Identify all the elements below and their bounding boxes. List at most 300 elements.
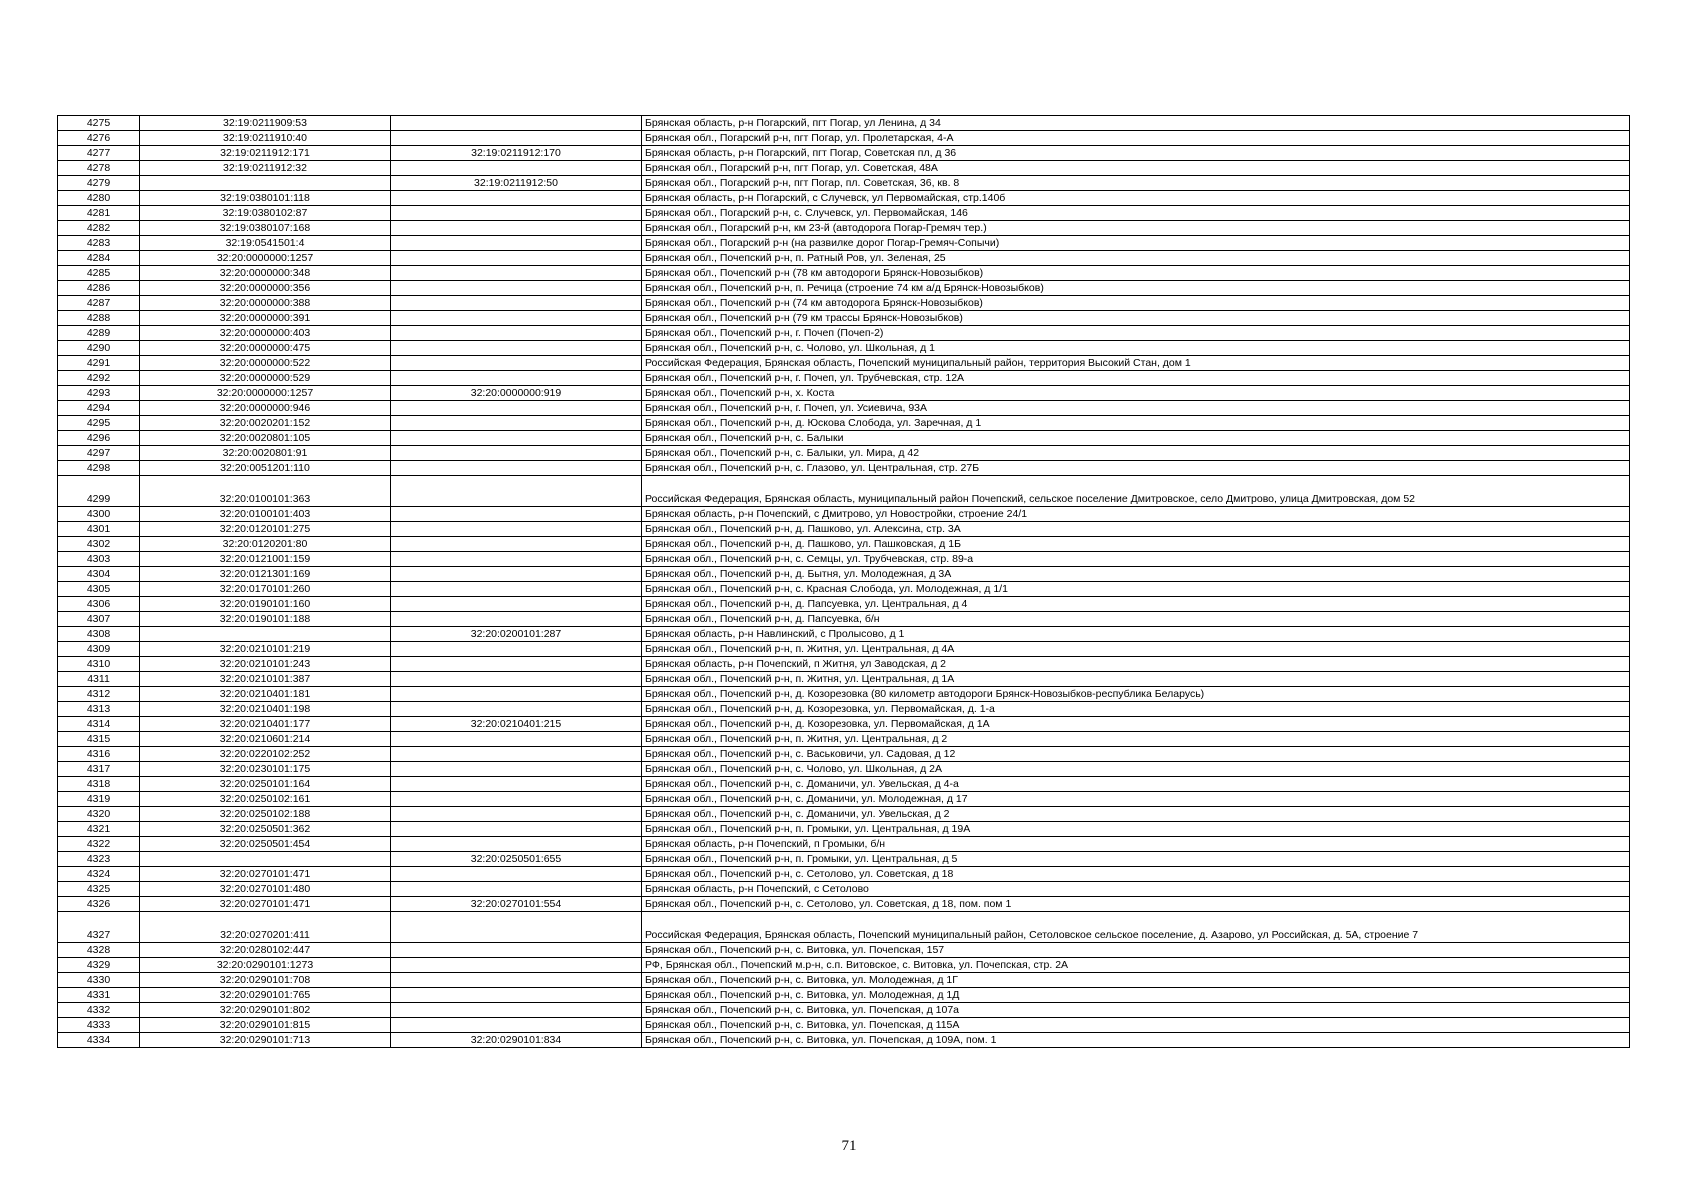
row-number-cell: 4286 (58, 281, 140, 296)
cadastral-number-cell: 32:20:0000000:475 (140, 341, 391, 356)
related-cadastral-number-cell (391, 882, 642, 897)
related-cadastral-number-cell: 32:20:0000000:919 (391, 386, 642, 401)
table-row (58, 401, 1630, 416)
cadastral-number-cell: 32:19:0211912:32 (140, 161, 391, 176)
cadastral-number-cell: 32:20:0250102:188 (140, 807, 391, 822)
related-cadastral-number-cell (391, 131, 642, 146)
table-row (58, 567, 1630, 582)
address-cell: Брянская обл., Почепский р-н, с. Доманичи, ул. Увельская, д 4-а (642, 777, 1630, 792)
cadastral-number-cell: 32:19:0211909:53 (140, 116, 391, 131)
address-cell: Брянская обл., Почепский р-н, п. Громыки, ул. Центральная, д 19А (642, 822, 1630, 837)
address-cell: Брянская область, р-н Навлинский, с Пролысово, д 1 (642, 627, 1630, 642)
row-number-cell: 4319 (58, 792, 140, 807)
address-cell: Брянская обл., Погарский р-н (на развилке дорог Погар-Гремяч-Сопычи) (642, 236, 1630, 251)
table-row (58, 747, 1630, 762)
cadastral-number-cell: 32:20:0250501:454 (140, 837, 391, 852)
address-cell: Брянская обл., Почепский р-н, с. Красная Слобода, ул. Молодежная, д 1/1 (642, 582, 1630, 597)
related-cadastral-number-cell (391, 221, 642, 236)
table-row (58, 281, 1630, 296)
related-cadastral-number-cell (391, 642, 642, 657)
table-row (58, 476, 1630, 507)
table-row (58, 882, 1630, 897)
table-row (58, 552, 1630, 567)
related-cadastral-number-cell: 32:20:0200101:287 (391, 627, 642, 642)
row-number-cell: 4334 (58, 1033, 140, 1048)
related-cadastral-number-cell (391, 807, 642, 822)
cadastral-number-cell: 32:20:0210101:387 (140, 672, 391, 687)
address-cell: Брянская обл., Почепский р-н (78 км автодороги Брянск-Новозыбков) (642, 266, 1630, 281)
address-cell: Брянская обл., Почепский р-н, с. Глазово, ул. Центральная, стр. 27Б (642, 461, 1630, 476)
cadastral-number-cell: 32:20:0270101:480 (140, 882, 391, 897)
address-cell: Брянская обл., Почепский р-н, п. Житня, ул. Центральная, д 2 (642, 732, 1630, 747)
related-cadastral-number-cell (391, 943, 642, 958)
cadastral-number-cell: 32:20:0290101:802 (140, 1003, 391, 1018)
related-cadastral-number-cell (391, 191, 642, 206)
address-cell: Брянская обл., Погарский р-н, с. Случевск, ул. Первомайская, 146 (642, 206, 1630, 221)
row-number-cell: 4275 (58, 116, 140, 131)
address-cell: Брянская обл., Почепский р-н, с. Доманичи, ул. Увельская, д 2 (642, 807, 1630, 822)
address-cell: Брянская обл., Почепский р-н, п. Житня, ул. Центральная, д 1А (642, 672, 1630, 687)
related-cadastral-number-cell (391, 973, 642, 988)
row-number-cell: 4304 (58, 567, 140, 582)
row-number-cell: 4333 (58, 1018, 140, 1033)
related-cadastral-number-cell (391, 281, 642, 296)
related-cadastral-number-cell (391, 582, 642, 597)
table-row (58, 943, 1630, 958)
row-number-cell: 4291 (58, 356, 140, 371)
table-row (58, 266, 1630, 281)
table-row (58, 807, 1630, 822)
table-row (58, 446, 1630, 461)
table-row (58, 597, 1630, 612)
cadastral-number-cell: 32:20:0220102:252 (140, 747, 391, 762)
row-number-cell: 4295 (58, 416, 140, 431)
address-cell: Брянская обл., Почепский р-н, с. Витовка, ул. Молодежная, д 1Д (642, 988, 1630, 1003)
cadastral-number-cell: 32:20:0210401:198 (140, 702, 391, 717)
related-cadastral-number-cell: 32:20:0210401:215 (391, 717, 642, 732)
cadastral-number-cell (140, 627, 391, 642)
address-cell: Брянская область, р-н Почепский, п Громыки, б/н (642, 837, 1630, 852)
table-row (58, 642, 1630, 657)
address-cell: Брянская обл., Почепский р-н, д. Пашково, ул. Алексина, стр. 3А (642, 522, 1630, 537)
related-cadastral-number-cell (391, 296, 642, 311)
cadastral-number-cell: 32:20:0210101:219 (140, 642, 391, 657)
row-number-cell: 4289 (58, 326, 140, 341)
cadastral-number-cell: 32:20:0000000:946 (140, 401, 391, 416)
address-cell: Брянская обл., Почепский р-н, с. Балыки, ул. Мира, д 42 (642, 446, 1630, 461)
row-number-cell: 4322 (58, 837, 140, 852)
table-row (58, 1003, 1630, 1018)
cadastral-number-cell (140, 852, 391, 867)
related-cadastral-number-cell (391, 416, 642, 431)
address-cell: Брянская область, р-н Погарский, пгт Погар, ул Ленина, д 34 (642, 116, 1630, 131)
cadastral-number-cell: 32:20:0020201:152 (140, 416, 391, 431)
row-number-cell: 4327 (58, 912, 140, 943)
row-number-cell: 4306 (58, 597, 140, 612)
address-cell: Брянская обл., Почепский р-н, с. Доманичи, ул. Молодежная, д 17 (642, 792, 1630, 807)
cadastral-number-cell: 32:20:0290101:713 (140, 1033, 391, 1048)
table-row (58, 687, 1630, 702)
cadastral-number-cell: 32:20:0290101:765 (140, 988, 391, 1003)
table-row (58, 507, 1630, 522)
table-row (58, 852, 1630, 867)
row-number-cell: 4330 (58, 973, 140, 988)
address-cell: Брянская обл., Почепский р-н, с. Васьковичи, ул. Садовая, д 12 (642, 747, 1630, 762)
address-cell: Брянская область, р-н Погарский, с Случевск, ул Первомайская, стр.140б (642, 191, 1630, 206)
table-row (58, 131, 1630, 146)
related-cadastral-number-cell (391, 1018, 642, 1033)
row-number-cell: 4294 (58, 401, 140, 416)
row-number-cell: 4282 (58, 221, 140, 236)
table-row (58, 1033, 1630, 1048)
cadastral-number-cell: 32:20:0000000:388 (140, 296, 391, 311)
cadastral-number-cell: 32:20:0280102:447 (140, 943, 391, 958)
row-number-cell: 4299 (58, 476, 140, 507)
registry-table-body (58, 116, 1630, 1048)
address-cell: Брянская обл., Почепский р-н, д. Козорезовка, ул. Первомайская, д. 1-а (642, 702, 1630, 717)
address-cell: Брянская обл., Почепский р-н, п. Речица (строение 74 км а/д Брянск-Новозыбков) (642, 281, 1630, 296)
cadastral-number-cell: 32:20:0100101:363 (140, 476, 391, 507)
row-number-cell: 4293 (58, 386, 140, 401)
table-row (58, 657, 1630, 672)
related-cadastral-number-cell: 32:20:0250501:655 (391, 852, 642, 867)
row-number-cell: 4331 (58, 988, 140, 1003)
address-cell: Брянская обл., Почепский р-н, с. Витовка, ул. Почепская, 157 (642, 943, 1630, 958)
related-cadastral-number-cell (391, 597, 642, 612)
address-cell: Российская Федерация, Брянская область, Почепский муниципальный район, Сетоловское сельское поселение, д. Азарово, ул Российская, д. 5А, строение 7 (642, 912, 1630, 943)
cadastral-number-cell: 32:20:0250501:362 (140, 822, 391, 837)
row-number-cell: 4320 (58, 807, 140, 822)
table-row (58, 296, 1630, 311)
cadastral-number-cell: 32:20:0250101:164 (140, 777, 391, 792)
table-row (58, 867, 1630, 882)
table-row (58, 762, 1630, 777)
related-cadastral-number-cell (391, 161, 642, 176)
related-cadastral-number-cell: 32:19:0211912:50 (391, 176, 642, 191)
address-cell: Брянская обл., Почепский р-н, п. Ратный Ров, ул. Зеленая, 25 (642, 251, 1630, 266)
row-number-cell: 4279 (58, 176, 140, 191)
table-row (58, 161, 1630, 176)
row-number-cell: 4307 (58, 612, 140, 627)
row-number-cell: 4287 (58, 296, 140, 311)
related-cadastral-number-cell (391, 702, 642, 717)
row-number-cell: 4288 (58, 311, 140, 326)
cadastral-number-cell: 32:19:0380102:87 (140, 206, 391, 221)
table-row (58, 958, 1630, 973)
address-cell: Брянская обл., Почепский р-н (79 км трассы Брянск-Новозыбков) (642, 311, 1630, 326)
related-cadastral-number-cell (391, 476, 642, 507)
row-number-cell: 4277 (58, 146, 140, 161)
row-number-cell: 4317 (58, 762, 140, 777)
related-cadastral-number-cell (391, 371, 642, 386)
cadastral-number-cell: 32:19:0211910:40 (140, 131, 391, 146)
row-number-cell: 4283 (58, 236, 140, 251)
address-cell: Брянская обл., Почепский р-н, д. Юскова Слобода, ул. Заречная, д 1 (642, 416, 1630, 431)
cadastral-number-cell: 32:20:0000000:403 (140, 326, 391, 341)
table-row (58, 672, 1630, 687)
cadastral-number-cell: 32:20:0000000:529 (140, 371, 391, 386)
row-number-cell: 4278 (58, 161, 140, 176)
cadastral-number-cell: 32:20:0000000:522 (140, 356, 391, 371)
cadastral-number-cell: 32:20:0270201:411 (140, 912, 391, 943)
cadastral-number-cell: 32:20:0000000:356 (140, 281, 391, 296)
row-number-cell: 4326 (58, 897, 140, 912)
related-cadastral-number-cell (391, 837, 642, 852)
table-row (58, 732, 1630, 747)
address-cell: Брянская обл., Почепский р-н, п. Житня, ул. Центральная, д 4А (642, 642, 1630, 657)
row-number-cell: 4309 (58, 642, 140, 657)
table-row (58, 461, 1630, 476)
row-number-cell: 4281 (58, 206, 140, 221)
table-row (58, 191, 1630, 206)
row-number-cell: 4316 (58, 747, 140, 762)
table-row (58, 251, 1630, 266)
related-cadastral-number-cell (391, 1003, 642, 1018)
address-cell: Брянская обл., Почепский р-н, с. Витовка, ул. Почепская, д 115А (642, 1018, 1630, 1033)
related-cadastral-number-cell (391, 507, 642, 522)
table-row (58, 341, 1630, 356)
cadastral-number-cell: 32:20:0210401:181 (140, 687, 391, 702)
page-number: 71 (841, 1138, 857, 1154)
cadastral-number-cell: 32:20:0270101:471 (140, 897, 391, 912)
address-cell: Брянская обл., Почепский р-н, с. Сетолово, ул. Советская, д 18, пом. пом 1 (642, 897, 1630, 912)
related-cadastral-number-cell (391, 311, 642, 326)
cadastral-number-cell: 32:20:0020801:91 (140, 446, 391, 461)
row-number-cell: 4311 (58, 672, 140, 687)
table-row (58, 973, 1630, 988)
address-cell: Брянская обл., Почепский р-н, д. Папсуевка, б/н (642, 612, 1630, 627)
row-number-cell: 4298 (58, 461, 140, 476)
table-row (58, 582, 1630, 597)
address-cell: Брянская обл., Почепский р-н, х. Коста (642, 386, 1630, 401)
cadastral-number-cell: 32:20:0250102:161 (140, 792, 391, 807)
table-row (58, 311, 1630, 326)
related-cadastral-number-cell: 32:20:0270101:554 (391, 897, 642, 912)
row-number-cell: 4305 (58, 582, 140, 597)
cadastral-number-cell: 32:20:0230101:175 (140, 762, 391, 777)
row-number-cell: 4323 (58, 852, 140, 867)
related-cadastral-number-cell (391, 958, 642, 973)
related-cadastral-number-cell (391, 687, 642, 702)
address-cell: Брянская обл., Погарский р-н, км 23-й (автодорога Погар-Гремяч тер.) (642, 221, 1630, 236)
row-number-cell: 4312 (58, 687, 140, 702)
table-row (58, 897, 1630, 912)
cadastral-number-cell: 32:20:0170101:260 (140, 582, 391, 597)
related-cadastral-number-cell (391, 326, 642, 341)
table-row (58, 777, 1630, 792)
address-cell: Брянская обл., Почепский р-н, с. Семцы, ул. Трубчевская, стр. 89-а (642, 552, 1630, 567)
cadastral-number-cell: 32:19:0211912:171 (140, 146, 391, 161)
table-row (58, 912, 1630, 943)
cadastral-number-cell: 32:20:0210101:243 (140, 657, 391, 672)
address-cell: Брянская обл., Почепский р-н, д. Бытня, ул. Молодежная, д 3А (642, 567, 1630, 582)
table-row (58, 386, 1630, 401)
address-cell: Брянская обл., Почепский р-н, д. Пашково, ул. Пашковская, д 1Б (642, 537, 1630, 552)
row-number-cell: 4303 (58, 552, 140, 567)
table-row (58, 522, 1630, 537)
related-cadastral-number-cell (391, 822, 642, 837)
related-cadastral-number-cell: 32:20:0290101:834 (391, 1033, 642, 1048)
row-number-cell: 4332 (58, 1003, 140, 1018)
related-cadastral-number-cell (391, 612, 642, 627)
address-cell: Брянская обл., Почепский р-н, г. Почеп, ул. Усиевича, 93А (642, 401, 1630, 416)
address-cell: Российская Федерация, Брянская область, муниципальный район Почепский, сельское поселение Дмитровское, село Дмитрово, улица Дмитровская, дом 52 (642, 476, 1630, 507)
address-cell: Брянская обл., Почепский р-н, г. Почеп (Почеп-2) (642, 326, 1630, 341)
row-number-cell: 4308 (58, 627, 140, 642)
row-number-cell: 4284 (58, 251, 140, 266)
cadastral-number-cell: 32:20:0210601:214 (140, 732, 391, 747)
related-cadastral-number-cell (391, 251, 642, 266)
related-cadastral-number-cell (391, 116, 642, 131)
address-cell: Брянская область, р-н Погарский, пгт Погар, Советская пл, д 36 (642, 146, 1630, 161)
registry-table (57, 115, 1630, 1048)
row-number-cell: 4321 (58, 822, 140, 837)
row-number-cell: 4301 (58, 522, 140, 537)
address-cell: Брянская обл., Почепский р-н, с. Чолово, ул. Школьная, д 2А (642, 762, 1630, 777)
cadastral-number-cell: 32:19:0380101:118 (140, 191, 391, 206)
table-row (58, 837, 1630, 852)
table-row (58, 206, 1630, 221)
row-number-cell: 4318 (58, 777, 140, 792)
row-number-cell: 4325 (58, 882, 140, 897)
related-cadastral-number-cell: 32:19:0211912:170 (391, 146, 642, 161)
row-number-cell: 4290 (58, 341, 140, 356)
cadastral-number-cell: 32:20:0020801:105 (140, 431, 391, 446)
table-row (58, 717, 1630, 732)
address-cell: Брянская обл., Почепский р-н, с. Балыки (642, 431, 1630, 446)
table-row (58, 627, 1630, 642)
cadastral-number-cell: 32:19:0541501:4 (140, 236, 391, 251)
address-cell: Брянская обл., Почепский р-н (74 км автодорога Брянск-Новозыбков) (642, 296, 1630, 311)
address-cell: Брянская обл., Почепский р-н, с. Витовка, ул. Молодежная, д 1Г (642, 973, 1630, 988)
table-row (58, 356, 1630, 371)
address-cell: Брянская обл., Почепский р-н, д. Козорезовка (80 километр автодороги Брянск-Новозыбков-республика Беларусь) (642, 687, 1630, 702)
cadastral-number-cell (140, 176, 391, 191)
cadastral-number-cell: 32:20:0210401:177 (140, 717, 391, 732)
row-number-cell: 4276 (58, 131, 140, 146)
address-cell: Брянская обл., Почепский р-н, д. Папсуевка, ул. Центральная, д 4 (642, 597, 1630, 612)
related-cadastral-number-cell (391, 341, 642, 356)
related-cadastral-number-cell (391, 401, 642, 416)
cadastral-number-cell: 32:20:0051201:110 (140, 461, 391, 476)
row-number-cell: 4285 (58, 266, 140, 281)
table-row (58, 416, 1630, 431)
table-row (58, 236, 1630, 251)
row-number-cell: 4302 (58, 537, 140, 552)
related-cadastral-number-cell (391, 747, 642, 762)
table-row (58, 176, 1630, 191)
address-cell: Брянская обл., Почепский р-н, п. Громыки, ул. Центральная, д 5 (642, 852, 1630, 867)
cadastral-number-cell: 32:20:0190101:188 (140, 612, 391, 627)
table-row (58, 702, 1630, 717)
row-number-cell: 4314 (58, 717, 140, 732)
cadastral-number-cell: 32:20:0121301:169 (140, 567, 391, 582)
related-cadastral-number-cell (391, 206, 642, 221)
related-cadastral-number-cell (391, 777, 642, 792)
address-cell: Брянская обл., Почепский р-н, г. Почеп, ул. Трубчевская, стр. 12А (642, 371, 1630, 386)
related-cadastral-number-cell (391, 792, 642, 807)
cadastral-number-cell: 32:20:0120101:275 (140, 522, 391, 537)
table-row (58, 822, 1630, 837)
table-row (58, 988, 1630, 1003)
row-number-cell: 4296 (58, 431, 140, 446)
address-cell: Брянская обл., Почепский р-н, с. Витовка, ул. Почепская, д 107а (642, 1003, 1630, 1018)
table-row (58, 1018, 1630, 1033)
row-number-cell: 4329 (58, 958, 140, 973)
address-cell: Брянская обл., Погарский р-н, пгт Погар, пл. Советская, 36, кв. 8 (642, 176, 1630, 191)
related-cadastral-number-cell (391, 356, 642, 371)
related-cadastral-number-cell (391, 988, 642, 1003)
table-row (58, 612, 1630, 627)
table-row (58, 146, 1630, 161)
related-cadastral-number-cell (391, 867, 642, 882)
table-row (58, 371, 1630, 386)
related-cadastral-number-cell (391, 537, 642, 552)
row-number-cell: 4328 (58, 943, 140, 958)
address-cell: Российская Федерация, Брянская область, Почепский муниципальный район, территория Высокий Стан, дом 1 (642, 356, 1630, 371)
address-cell: Брянская обл., Почепский р-н, с. Витовка, ул. Почепская, д 109А, пом. 1 (642, 1033, 1630, 1048)
table-row (58, 431, 1630, 446)
related-cadastral-number-cell (391, 732, 642, 747)
row-number-cell: 4315 (58, 732, 140, 747)
cadastral-number-cell: 32:20:0000000:348 (140, 266, 391, 281)
cadastral-number-cell: 32:20:0000000:1257 (140, 386, 391, 401)
related-cadastral-number-cell (391, 552, 642, 567)
related-cadastral-number-cell (391, 266, 642, 281)
cadastral-number-cell: 32:20:0290101:1273 (140, 958, 391, 973)
cadastral-number-cell: 32:19:0380107:168 (140, 221, 391, 236)
row-number-cell: 4297 (58, 446, 140, 461)
row-number-cell: 4313 (58, 702, 140, 717)
cadastral-number-cell: 32:20:0120201:80 (140, 537, 391, 552)
related-cadastral-number-cell (391, 446, 642, 461)
address-cell: РФ, Брянская обл., Почепский м.р-н, с.п. Витовское, с. Витовка, ул. Почепская, стр. 2А (642, 958, 1630, 973)
cadastral-number-cell: 32:20:0100101:403 (140, 507, 391, 522)
table-row (58, 326, 1630, 341)
related-cadastral-number-cell (391, 461, 642, 476)
related-cadastral-number-cell (391, 672, 642, 687)
cadastral-number-cell: 32:20:0290101:815 (140, 1018, 391, 1033)
address-cell: Брянская область, р-н Почепский, п Житня, ул Заводская, д 2 (642, 657, 1630, 672)
row-number-cell: 4280 (58, 191, 140, 206)
address-cell: Брянская область, р-н Почепский, с Дмитрово, ул Новостройки, строение 24/1 (642, 507, 1630, 522)
cadastral-number-cell: 32:20:0290101:708 (140, 973, 391, 988)
cadastral-number-cell: 32:20:0000000:391 (140, 311, 391, 326)
address-cell: Брянская обл., Почепский р-н, с. Чолово, ул. Школьная, д 1 (642, 341, 1630, 356)
cadastral-number-cell: 32:20:0121001:159 (140, 552, 391, 567)
address-cell: Брянская обл., Погарский р-н, пгт Погар, ул. Советская, 48А (642, 161, 1630, 176)
cadastral-number-cell: 32:20:0000000:1257 (140, 251, 391, 266)
address-cell: Брянская область, р-н Почепский, с Сетолово (642, 882, 1630, 897)
related-cadastral-number-cell (391, 522, 642, 537)
address-cell: Брянская обл., Почепский р-н, д. Козорезовка, ул. Первомайская, д 1А (642, 717, 1630, 732)
related-cadastral-number-cell (391, 431, 642, 446)
related-cadastral-number-cell (391, 236, 642, 251)
row-number-cell: 4310 (58, 657, 140, 672)
table-row (58, 792, 1630, 807)
table-row (58, 537, 1630, 552)
related-cadastral-number-cell (391, 912, 642, 943)
row-number-cell: 4292 (58, 371, 140, 386)
row-number-cell: 4300 (58, 507, 140, 522)
table-row (58, 221, 1630, 236)
related-cadastral-number-cell (391, 657, 642, 672)
cadastral-number-cell: 32:20:0190101:160 (140, 597, 391, 612)
table-row (58, 116, 1630, 131)
address-cell: Брянская обл., Почепский р-н, с. Сетолово, ул. Советская, д 18 (642, 867, 1630, 882)
related-cadastral-number-cell (391, 567, 642, 582)
address-cell: Брянская обл., Погарский р-н, пгт Погар, ул. Пролетарская, 4-А (642, 131, 1630, 146)
